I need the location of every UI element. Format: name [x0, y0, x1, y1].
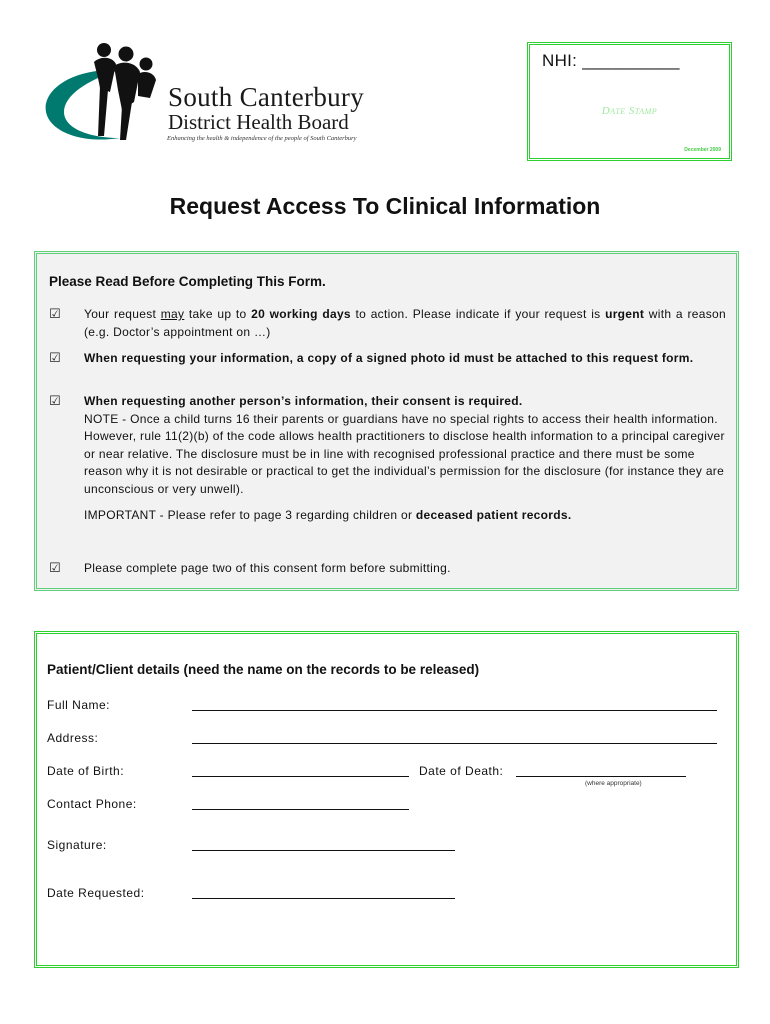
- org-name-line1: South Canterbury: [168, 82, 365, 112]
- dod-field[interactable]: [516, 776, 686, 777]
- address-label: Address:: [47, 731, 99, 745]
- instruction-item-1: Your request may take up to 20 working days to action. Please indicate if your request is urgent with a reason (e.g. Doctor’s appointment on …): [84, 307, 726, 339]
- full-name-field[interactable]: [192, 710, 717, 711]
- phone-label: Contact Phone:: [47, 797, 137, 811]
- org-tagline: Enhancing the health & independence of the people of South Canterbury: [167, 135, 357, 142]
- important-text: IMPORTANT - Please refer to page 3 regarding children or deceased patient records.: [84, 508, 572, 522]
- patient-details-heading: Patient/Client details (need the name on the records to be released): [47, 662, 480, 677]
- instruction-item-3: [84, 393, 726, 525]
- full-name-label: Full Name:: [47, 698, 111, 712]
- dob-field[interactable]: [192, 776, 409, 777]
- nhi-field[interactable]: NHI: __________: [542, 51, 680, 70]
- phone-field[interactable]: [192, 809, 409, 810]
- page-title: Request Access To Clinical Information: [169, 193, 601, 219]
- dod-note: (where appropriate): [585, 780, 642, 787]
- instruction-item-4: Please complete page two of this consent form before submitting.: [84, 561, 451, 575]
- note-text: NOTE - Once a child turns 16 their parents or guardians have no special rights to access their health information.: [84, 411, 718, 426]
- date-stamp-label: Date Stamp: [601, 105, 658, 117]
- dob-label: Date of Birth:: [47, 764, 125, 778]
- patient-details-box: [34, 631, 739, 968]
- consent-heading: When requesting another person’s information, their consent is required.: [84, 394, 523, 408]
- checkbox-icon: ☑: [49, 350, 61, 365]
- address-field[interactable]: [192, 743, 717, 744]
- checkbox-icon: ☑: [49, 560, 61, 575]
- instruction-item-2: When requesting your information, a copy of a signed photo id must be attached to this request form.: [84, 351, 694, 365]
- instructions-box: [34, 251, 739, 591]
- checkbox-icon: ☑: [49, 393, 61, 408]
- dod-label: Date of Death:: [419, 764, 504, 778]
- org-name-line2: District Health Board: [168, 110, 349, 134]
- signature-field[interactable]: [192, 850, 455, 851]
- however-text: However, rule 11(2)(b) of the code allows health practitioners to disclose health information to a principal caregiver or near relative. The disclosure must be in line with recognised professional practice and there must be some reason why it is not desirable or practical to get the individual’s permission for the disclosure (for instance they are unconscious or very unwell).: [84, 429, 725, 496]
- instructions-heading: Please Read Before Completing This Form.: [49, 274, 326, 289]
- date-requested-label: Date Requested:: [47, 886, 145, 900]
- checkbox-icon: ☑: [49, 306, 61, 321]
- nhi-date-stamp-box: [527, 42, 732, 161]
- sc-dhb-logo: [42, 40, 167, 150]
- signature-label: Signature:: [47, 838, 107, 852]
- form-version-date: December 2009: [684, 147, 721, 153]
- date-requested-field[interactable]: [192, 898, 455, 899]
